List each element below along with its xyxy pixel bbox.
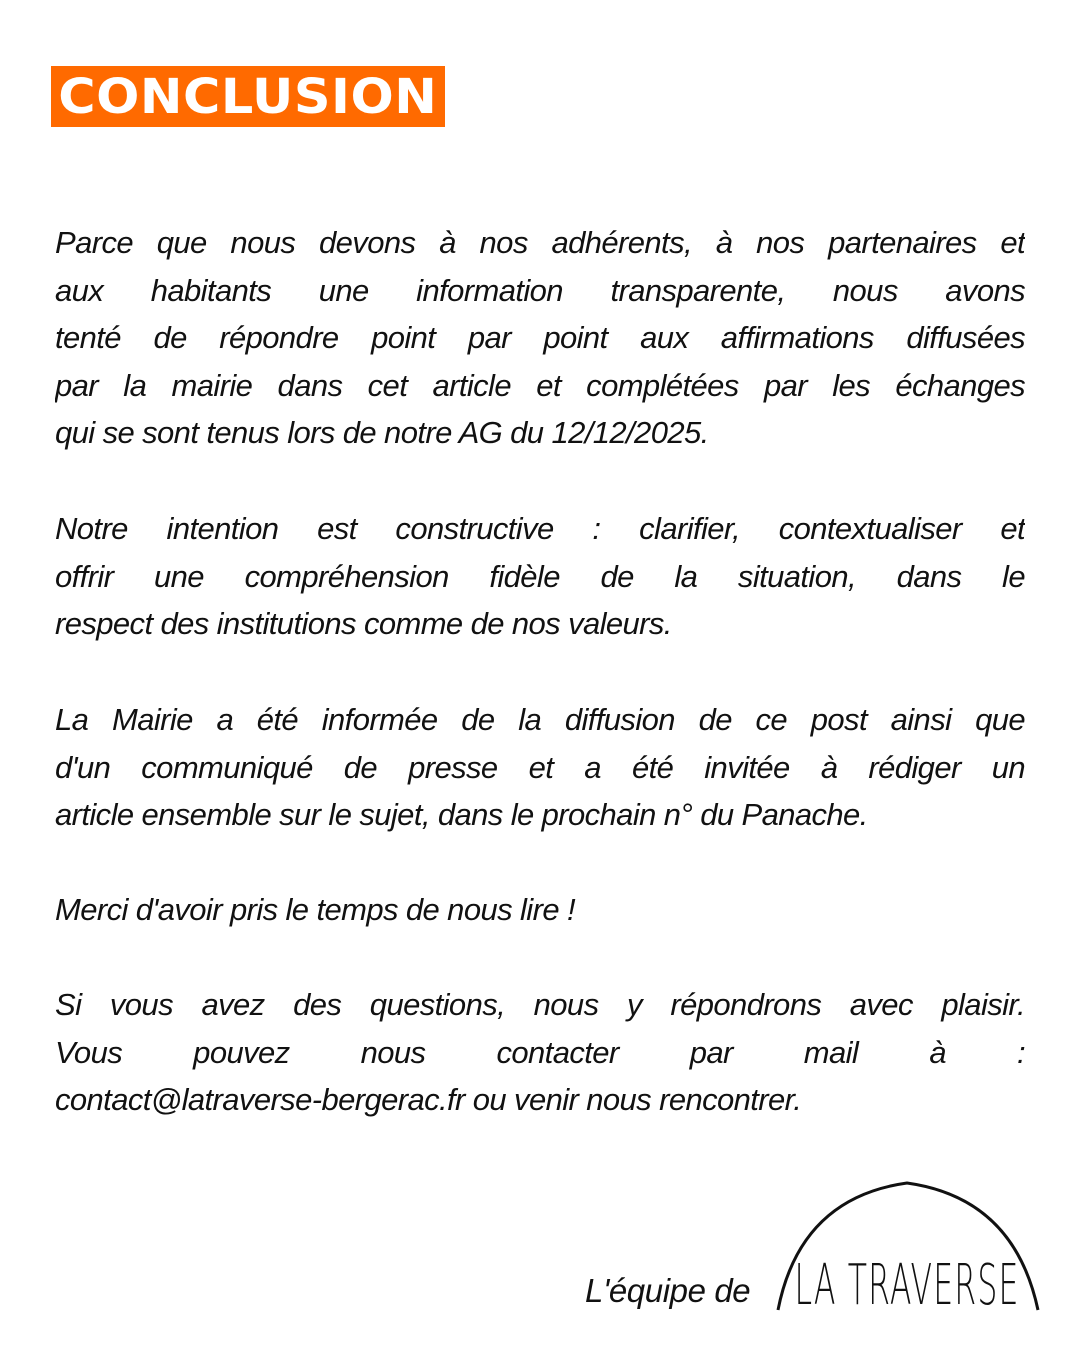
- signature-text: L'équipe de: [585, 1272, 751, 1309]
- logo-text: LA TRAVERSE: [794, 1253, 1020, 1313]
- text-line: Vous pouvez nous contacter par mail à :: [55, 1034, 1025, 1070]
- la-traverse-logo: [770, 1178, 1045, 1313]
- paragraph-thanks: [55, 886, 1025, 934]
- text-line: d'un communiqué de presse et a été invitée à rédiger un: [55, 749, 1025, 785]
- paragraph-contact: [55, 981, 1025, 1124]
- conclusion-heading: [51, 66, 445, 127]
- text-line: Notre intention est constructive : clarifier, contextualiser et: [55, 511, 1025, 546]
- text-line: article ensemble sur le sujet, dans le prochain n° du Panache.: [55, 797, 868, 832]
- text-line: Si vous avez des questions, nous y répondrons avec plaisir.: [55, 987, 1025, 1022]
- paragraph-intro: [55, 219, 1025, 457]
- paragraph-mairie: [55, 696, 1025, 839]
- text-line: tenté de répondre point par point aux affirmations diffusées: [55, 320, 1025, 355]
- paragraph-intention: [55, 505, 1025, 648]
- heading-text: CONCLUSION: [58, 68, 438, 125]
- text-line: par la mairie dans cet article et complétées par les échanges: [55, 367, 1025, 403]
- text-line: Merci d'avoir pris le temps de nous lire !: [55, 892, 575, 927]
- text-line: respect des institutions comme de nos valeurs.: [55, 606, 672, 641]
- text-line: La Mairie a été informée de la diffusion de ce post ainsi que: [55, 702, 1025, 737]
- text-line: qui se sont tenus lors de notre AG du 12/12/2025.: [55, 415, 709, 450]
- text-line: offrir une compréhension fidèle de la situation, dans le: [55, 558, 1025, 594]
- text-line: contact@latraverse-bergerac.fr ou venir nous rencontrer.: [55, 1082, 802, 1117]
- text-line: Parce que nous devons à nos adhérents, à nos partenaires et: [55, 225, 1025, 260]
- text-line: aux habitants une information transparente, nous avons: [55, 272, 1025, 308]
